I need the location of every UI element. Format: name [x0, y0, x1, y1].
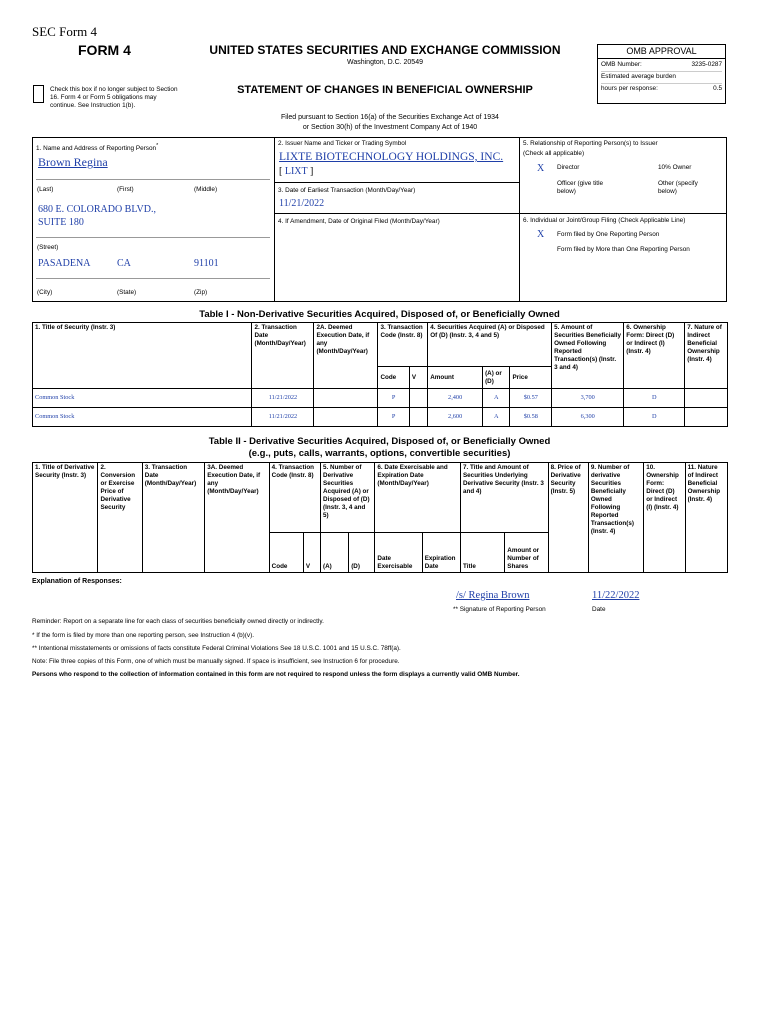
- box5-sublabel: (Check all applicable): [523, 150, 585, 157]
- t1-row1-aord: A: [483, 389, 510, 408]
- city-value: PASADENA: [38, 258, 91, 269]
- issuer-name: LIXTE BIOTECHNOLOGY HOLDINGS, INC.: [279, 151, 504, 163]
- t1-h-acquired: 4. Securities Acquired (A) or Disposed Of (D) (Instr. 3, 4 and 5): [428, 323, 552, 367]
- street-line-1: 680 E. COLORADO BLVD.,: [38, 204, 156, 215]
- footnote-misstatements: ** Intentional misstatements or omissions of facts constitute Federal Criminal Violations See 18 U.S.C. 1001 and 15 U.S.C. 78ff(a).: [32, 645, 401, 652]
- t1-row1-price: $0.57: [510, 389, 552, 408]
- omb-number-label: OMB Number:: [601, 61, 642, 68]
- ten-percent-owner-label: 10% Owner: [658, 164, 692, 171]
- t1-row1-form: D: [624, 389, 685, 408]
- t2-sub-expiration: Expiration Date: [422, 533, 460, 573]
- table2-title: Table II - Derivative Securities Acquired, Disposed of, or Beneficially Owned: [208, 436, 551, 447]
- officer-label: Officer (give title below): [557, 180, 604, 195]
- t1-h-date: 2. Transaction Date (Month/Day/Year): [252, 323, 314, 389]
- persons-notice: Persons who respond to the collection of information contained in this form are not required to respond unless the form displays a currently valid OMB Number.: [32, 671, 520, 678]
- first-label: (First): [117, 186, 134, 193]
- filed-line-2: or Section 30(h) of the Investment Company Act of 1940: [302, 124, 478, 131]
- signature-name: /s/ Regina Brown: [456, 590, 530, 601]
- t2-h-price: 8. Price of Derivative Security (Instr. 5): [548, 463, 588, 573]
- street-line-2: SUITE 180: [38, 217, 84, 228]
- t1-h-nature: 7. Nature of Indirect Beneficial Ownership (Instr. 4): [685, 323, 728, 389]
- checkbox-text: Check this box if no longer subject to Section 16. Form 4 or Form 5 obligations may continue. See Instruction 1(b).: [50, 86, 178, 109]
- t1-sub-price: Price: [510, 367, 552, 389]
- omb-number-value: 3235-0287: [691, 61, 722, 68]
- signature-date: 11/22/2022: [592, 590, 640, 601]
- table2-subtitle: (e.g., puts, calls, warrants, options, convertible securities): [248, 448, 511, 459]
- omb-title: OMB APPROVAL: [598, 45, 725, 59]
- t2-h-conversion: 2. Conversion or Exercise Price of Derivative Security: [98, 463, 142, 573]
- t2-sub-title: Title: [460, 533, 504, 573]
- signature-label: ** Signature of Reporting Person: [453, 606, 546, 613]
- filed-line-1: Filed pursuant to Section 16(a) of the Securities Exchange Act of 1934: [281, 114, 499, 121]
- zip-label: (Zip): [194, 289, 208, 296]
- t1-row2-code: P: [378, 408, 409, 427]
- director-label: Director: [557, 164, 580, 171]
- box5-label: 5. Relationship of Reporting Person(s) to Issuer: [523, 140, 658, 147]
- omb-hours-value: 0.5: [713, 85, 722, 92]
- t2-h-number: 5. Number of Derivative Securities Acquired (A) or Disposed of (D) (Instr. 3, 4 and 5): [321, 463, 375, 533]
- street-label: (Street): [37, 244, 59, 251]
- t2-sub-exercisable: Date Exercisable: [375, 533, 422, 573]
- t1-sub-aord: (A) or (D): [483, 367, 510, 389]
- zip-value: 91101: [194, 258, 219, 269]
- more-reporting-persons-label: Form filed by More than One Reporting Person: [557, 246, 690, 253]
- t2-h-title: 1. Title of Derivative Security (Instr. 3): [33, 463, 98, 573]
- t1-row2-price: $0.58: [510, 408, 552, 427]
- document-title: SEC Form 4: [32, 24, 98, 39]
- explanation-label: Explanation of Responses:: [32, 578, 122, 585]
- box3-label: 3. Date of Earliest Transaction (Month/Day/Year): [278, 187, 416, 194]
- no-longer-subject-checkbox[interactable]: [33, 85, 44, 103]
- table2: [32, 462, 728, 573]
- t1-row2-amount: 2,600: [428, 408, 483, 427]
- t2-sub-a: (A): [321, 533, 349, 573]
- t2-h-number-owned: 9. Number of derivative Securities Beneficially Owned Following Reported Transaction(s) (Instr. 4): [588, 463, 643, 573]
- omb-burden-label: Estimated average burden: [601, 73, 722, 84]
- t2-h-deemed: 3A. Deemed Execution Date, if any (Month/Day/Year): [205, 463, 269, 573]
- agency-name: UNITED STATES SECURITIES AND EXCHANGE COMMISSION: [209, 43, 561, 57]
- t1-sub-amount: Amount: [428, 367, 483, 389]
- t1-row2-date: 11/21/2022: [252, 408, 314, 427]
- signature-date-label: Date: [592, 606, 606, 613]
- table-row: [33, 389, 728, 408]
- t1-row1-title: Common Stock: [33, 389, 252, 408]
- t1-row1-v: [409, 389, 427, 408]
- box6-label: 6. Individual or Joint/Group Filing (Check Applicable Line): [523, 217, 686, 224]
- table-row: [33, 408, 728, 427]
- t1-h-title: 1. Title of Security (Instr. 3): [33, 323, 252, 389]
- t2-sub-amount: Amount or Number of Shares: [505, 533, 548, 573]
- omb-hours-label: hours per response:: [601, 85, 658, 92]
- t2-sub-d: (D): [349, 533, 375, 573]
- t1-h-code: 3. Transaction Code (Instr. 8): [378, 323, 428, 367]
- t2-h-underlying: 7. Title and Amount of Securities Underlying Derivative Security (Instr. 3 and 4): [460, 463, 548, 533]
- table1-title: Table I - Non-Derivative Securities Acquired, Disposed of, or Beneficially Owned: [199, 309, 560, 320]
- t1-h-deemed: 2A. Deemed Execution Date, if any (Month/Day/Year): [314, 323, 378, 389]
- t1-row1-date: 11/21/2022: [252, 389, 314, 408]
- t1-row2-nature: [685, 408, 728, 427]
- earliest-transaction-date: 11/21/2022: [279, 198, 325, 209]
- t2-h-nature: 11. Nature of Indirect Beneficial Ownership (Instr. 4): [685, 463, 727, 573]
- t2-h-ownership-form: 10. Ownership Form: Direct (D) or Indirect (I) (Instr. 4): [644, 463, 685, 573]
- one-reporting-person-label: Form filed by One Reporting Person: [557, 231, 660, 238]
- box2-label: 2. Issuer Name and Ticker or Trading Symbol: [278, 140, 407, 147]
- state-label: (State): [117, 289, 137, 296]
- ticker: [ LIXT ]: [279, 166, 314, 177]
- footnote-reminder: Reminder: Report on a separate line for each class of securities beneficially owned directly or indirectly.: [32, 618, 324, 625]
- t2-h-code: 4. Transaction Code (Instr. 8): [269, 463, 320, 533]
- state-value: CA: [117, 258, 131, 269]
- director-check[interactable]: X: [537, 163, 545, 174]
- t2-sub-code: Code: [269, 533, 303, 573]
- reporting-person-name: Brown Regina: [38, 155, 108, 169]
- last-label: (Last): [37, 186, 54, 193]
- footnote-multiple-persons: * If the form is filed by more than one reporting person, see Instruction 4 (b)(v).: [32, 632, 254, 639]
- footnote-copies: Note: File three copies of this Form, one of which must be manually signed. If space is insufficient, see Instruction 6 for procedure.: [32, 658, 400, 665]
- t1-row1-nature: [685, 389, 728, 408]
- box1-label: 1. Name and Address of Reporting Person*: [36, 143, 159, 153]
- t2-h-exercisable: 6. Date Exercisable and Expiration Date (Month/Day/Year): [375, 463, 461, 533]
- form-label: FORM 4: [78, 42, 131, 58]
- middle-label: (Middle): [194, 186, 218, 193]
- omb-approval-box: [597, 44, 726, 104]
- t1-row2-aord: A: [483, 408, 510, 427]
- t2-sub-v: V: [303, 533, 320, 573]
- other-label: Other (specify below): [658, 180, 698, 195]
- t1-row2-v: [409, 408, 427, 427]
- t1-row2-owned: 6,300: [552, 408, 624, 427]
- t1-h-amount-owned: 5. Amount of Securities Beneficially Owned Following Reported Transaction(s) (Instr. 3 and 4): [552, 323, 624, 389]
- t2-h-date: 3. Transaction Date (Month/Day/Year): [142, 463, 204, 573]
- statement-title: STATEMENT OF CHANGES IN BENEFICIAL OWNERSHIP: [237, 84, 533, 96]
- t1-sub-v: V: [409, 367, 427, 389]
- city-label: (City): [37, 289, 53, 296]
- t1-row1-code: P: [378, 389, 409, 408]
- one-reporting-person-check[interactable]: X: [537, 229, 545, 240]
- t1-row2-deemed: [314, 408, 378, 427]
- t1-row2-title: Common Stock: [33, 408, 252, 427]
- t1-sub-code: Code: [378, 367, 409, 389]
- t1-h-ownership-form: 6. Ownership Form: Direct (D) or Indirect (I) (Instr. 4): [624, 323, 685, 389]
- t1-row2-form: D: [624, 408, 685, 427]
- agency-city: Washington, D.C. 20549: [346, 59, 423, 66]
- box4-label: 4. If Amendment, Date of Original Filed (Month/Day/Year): [278, 218, 440, 225]
- t1-row1-amount: 2,400: [428, 389, 483, 408]
- table1: [32, 322, 728, 427]
- t1-row1-owned: 3,700: [552, 389, 624, 408]
- t1-row1-deemed: [314, 389, 378, 408]
